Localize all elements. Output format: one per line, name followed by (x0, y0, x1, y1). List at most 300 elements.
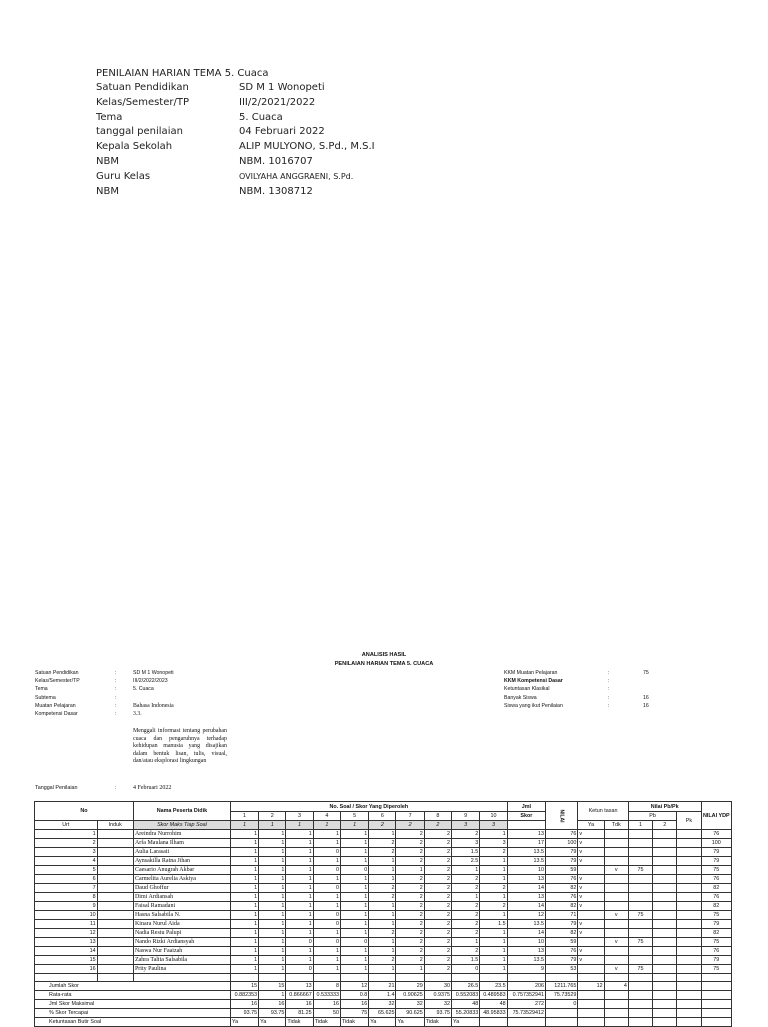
student-score: 1 (480, 893, 507, 902)
summary-value: 50 (313, 1009, 340, 1018)
tanggal-value: 4 Februari 2022 (133, 785, 172, 791)
student-score: 1 (340, 902, 368, 911)
student-score: 2 (369, 848, 396, 857)
student-tuntas-ya (578, 866, 604, 875)
student-tuntas-ya (578, 965, 604, 974)
summary-value: 15 (259, 982, 286, 991)
col-nilai-ydp: NILAI YDP (701, 802, 731, 830)
header-value: OVILYAHA ANGGRAENI, S.Pd. (239, 171, 354, 181)
summary-empty (677, 982, 701, 991)
blank-cell (480, 974, 507, 982)
student-urt: 14 (35, 947, 98, 956)
student-score: 2 (396, 911, 424, 920)
student-induk (97, 911, 133, 920)
student-pb1 (628, 893, 652, 902)
student-score: 1.5 (452, 848, 480, 857)
student-score: 1 (230, 875, 258, 884)
student-score: 2 (396, 956, 424, 965)
student-score: 2 (452, 947, 480, 956)
summary-empty (677, 991, 701, 1000)
header-label: NBM (96, 155, 119, 167)
student-ydp: 76 (701, 947, 731, 956)
student-ydp: 82 (701, 929, 731, 938)
summary-tdk: 4 (604, 982, 628, 991)
tanggal-colon: : (115, 785, 117, 791)
student-urt: 10 (35, 911, 98, 920)
student-score: 2 (396, 839, 424, 848)
col-nama: Nama Peserta Didik (133, 802, 230, 821)
info-colon: : (115, 686, 117, 693)
student-score: 2 (396, 893, 424, 902)
summary-nilai: 1211.765 (546, 982, 578, 991)
student-tuntas-ya: v (578, 956, 604, 965)
kkm-row (504, 694, 649, 702)
student-row (35, 902, 732, 911)
student-pk (677, 893, 701, 902)
student-nilai: 76 (546, 893, 578, 902)
student-score: 1 (259, 839, 286, 848)
student-score: 1 (259, 875, 286, 884)
summary-empty (701, 1009, 731, 1018)
student-score: 1 (259, 947, 286, 956)
summary-value: 23.5 (480, 982, 507, 991)
summary-value: 0.552083 (452, 991, 480, 1000)
kkm-value: 16 (643, 694, 649, 701)
skor-maks-total (507, 821, 545, 830)
student-pk (677, 839, 701, 848)
student-score: 3 (480, 839, 507, 848)
student-induk (97, 830, 133, 839)
student-score: 1 (230, 911, 258, 920)
student-jml: 13.5 (507, 956, 545, 965)
student-score: 1 (480, 866, 507, 875)
student-score: 1 (230, 848, 258, 857)
student-row (35, 920, 732, 929)
student-score: 1 (286, 875, 313, 884)
student-score: 1 (286, 956, 313, 965)
student-score: 1 (452, 866, 480, 875)
col-pb: Pb (628, 812, 676, 821)
summary-value: Ya (230, 1018, 258, 1027)
student-jml: 13 (507, 875, 545, 884)
student-tuntas-ya: v (578, 839, 604, 848)
blank-cell (259, 974, 286, 982)
student-pb1 (628, 857, 652, 866)
student-tuntas-tdk (604, 857, 628, 866)
student-row (35, 857, 732, 866)
summary-value: 29 (396, 982, 424, 991)
student-pk (677, 857, 701, 866)
student-ydp: 75 (701, 866, 731, 875)
student-score: 1 (396, 965, 424, 974)
student-nilai: 79 (546, 857, 578, 866)
summary-empty (653, 982, 677, 991)
student-induk (97, 893, 133, 902)
student-score: 2 (369, 929, 396, 938)
student-jml: 13 (507, 830, 545, 839)
student-score: 1 (259, 929, 286, 938)
soal-number: 4 (313, 812, 340, 821)
student-pk (677, 866, 701, 875)
student-pb1 (628, 956, 652, 965)
student-score: 1 (340, 965, 368, 974)
student-jml: 14 (507, 902, 545, 911)
summary-row (35, 1000, 732, 1009)
student-score: 1 (230, 830, 258, 839)
student-jml: 10 (507, 866, 545, 875)
student-score: 2 (424, 929, 451, 938)
student-score: 0 (313, 911, 340, 920)
student-nilai: 82 (546, 902, 578, 911)
student-score: 1 (340, 848, 368, 857)
student-score: 1 (286, 866, 313, 875)
student-score: 2 (424, 947, 451, 956)
student-induk (97, 902, 133, 911)
summary-empty (701, 1000, 731, 1009)
student-score: 0 (313, 920, 340, 929)
skor-maks-value: 1 (230, 821, 258, 830)
student-score: 1 (259, 911, 286, 920)
summary-row (35, 1009, 732, 1018)
student-name: Nadia Restu Palupi (133, 929, 230, 938)
col-tdk: Tdk (604, 821, 628, 830)
student-score: 0 (340, 938, 368, 947)
student-score: 2 (424, 938, 451, 947)
student-score: 1 (340, 956, 368, 965)
student-score: 1 (313, 902, 340, 911)
student-tuntas-ya: v (578, 848, 604, 857)
student-pk (677, 965, 701, 974)
student-urt: 11 (35, 920, 98, 929)
student-tuntas-tdk (604, 839, 628, 848)
student-tuntas-tdk (604, 929, 628, 938)
student-tuntas-ya: v (578, 929, 604, 938)
student-name: Carmelita Aurelia Askiya (133, 875, 230, 884)
summary-empty (677, 1009, 701, 1018)
summary-value: 0.882353 (230, 991, 258, 1000)
student-nilai: 100 (546, 839, 578, 848)
kkm-info (504, 669, 649, 710)
summary-tdk (604, 1018, 628, 1027)
student-pk (677, 956, 701, 965)
student-score: 1 (230, 866, 258, 875)
student-score: 0 (313, 848, 340, 857)
summary-value: 32 (424, 1000, 451, 1009)
student-pb2 (653, 875, 677, 884)
student-score: 1 (259, 857, 286, 866)
student-nilai: 71 (546, 911, 578, 920)
student-pk (677, 929, 701, 938)
summary-value: 90.625 (396, 1009, 424, 1018)
student-nilai: 59 (546, 938, 578, 947)
summary-value: 93.75 (424, 1009, 451, 1018)
student-ydp: 75 (701, 965, 731, 974)
blank-cell (340, 974, 368, 982)
info-row (35, 710, 174, 718)
student-pk (677, 938, 701, 947)
student-jml: 14 (507, 929, 545, 938)
student-name: Aulia Larasati (133, 848, 230, 857)
student-score: 1 (313, 893, 340, 902)
student-score: 1 (259, 893, 286, 902)
summary-value: 16 (286, 1000, 313, 1009)
summary-value: Tidak (286, 1018, 313, 1027)
header-value: NBM. 1308712 (239, 185, 313, 197)
student-name: Caesario Anugrah Akbar (133, 866, 230, 875)
info-colon: : (115, 670, 117, 676)
header-label: Satuan Pendidikan (96, 82, 189, 93)
student-score: 0 (340, 866, 368, 875)
student-pk (677, 920, 701, 929)
header-value: III/2/2021/2022 (239, 96, 316, 108)
student-row (35, 848, 732, 857)
student-score: 1 (259, 956, 286, 965)
summary-empty (701, 1018, 731, 1027)
student-score: 1 (286, 839, 313, 848)
student-pb2 (653, 965, 677, 974)
kkm-label: Siswa yang ikut Penilaian (504, 702, 563, 709)
summary-empty (653, 1009, 677, 1018)
student-pb1 (628, 902, 652, 911)
summary-value: Tidak (340, 1018, 368, 1027)
summary-value: Tidak (313, 1018, 340, 1027)
identity-info (35, 669, 174, 718)
soal-number: 3 (286, 812, 313, 821)
summary-value: 0.8 (340, 991, 368, 1000)
summary-value: 21 (369, 982, 396, 991)
soal-number: 6 (369, 812, 396, 821)
student-score: 2 (452, 875, 480, 884)
student-nilai: 79 (546, 848, 578, 857)
student-score: 1 (340, 839, 368, 848)
blank-row (35, 974, 732, 982)
summary-value: 32 (396, 1000, 424, 1009)
student-name: Kinara Nurul Aida (133, 920, 230, 929)
student-row (35, 938, 732, 947)
student-nilai: 79 (546, 920, 578, 929)
student-score: 1 (369, 902, 396, 911)
student-pb1 (628, 920, 652, 929)
summary-tdk (604, 1000, 628, 1009)
student-pb1 (628, 884, 652, 893)
summary-empty (701, 982, 731, 991)
summary-value (480, 1018, 507, 1027)
student-jml: 13 (507, 893, 545, 902)
student-pb1 (628, 929, 652, 938)
student-score: 2 (452, 830, 480, 839)
analysis-table (34, 801, 732, 1027)
student-pk (677, 830, 701, 839)
student-urt: 4 (35, 857, 98, 866)
summary-value: Ya (452, 1018, 480, 1027)
student-urt: 3 (35, 848, 98, 857)
summary-label: Jml Skor Maksimal (35, 1000, 231, 1009)
student-score: 1 (340, 947, 368, 956)
student-urt: 16 (35, 965, 98, 974)
student-score: 1 (452, 893, 480, 902)
student-score: 1 (230, 947, 258, 956)
student-row (35, 875, 732, 884)
student-tuntas-tdk (604, 920, 628, 929)
student-tuntas-tdk (604, 893, 628, 902)
header-value: ALIP MULYONO, S.Pd., M.S.I (239, 141, 375, 153)
student-score: 2 (424, 965, 451, 974)
summary-ya (578, 1009, 604, 1018)
summary-value: 81.25 (286, 1009, 313, 1018)
student-score: 2 (424, 857, 451, 866)
student-score: 1 (369, 866, 396, 875)
summary-empty (628, 991, 652, 1000)
summary-value: 75 (340, 1009, 368, 1018)
student-score: 2 (424, 902, 451, 911)
summary-value: 26.5 (452, 982, 480, 991)
student-pb1: 75 (628, 911, 652, 920)
soal-number: 1 (230, 812, 258, 821)
student-row (35, 911, 732, 920)
header-label: Tema (96, 111, 123, 123)
page-header-title: PENILAIAN HARIAN TEMA 5. Cuaca (96, 68, 269, 79)
student-score: 1 (369, 875, 396, 884)
student-name: Naswa Nur Faaizah (133, 947, 230, 956)
student-ydp: 76 (701, 893, 731, 902)
student-score: 2 (424, 884, 451, 893)
student-pb2 (653, 848, 677, 857)
skor-maks-value: 2 (369, 821, 396, 830)
student-score: 0 (313, 866, 340, 875)
student-row (35, 839, 732, 848)
student-score: 2 (396, 875, 424, 884)
skor-maks-value: 1 (313, 821, 340, 830)
student-score: 3 (452, 839, 480, 848)
summary-value: 0.533333 (313, 991, 340, 1000)
student-induk (97, 956, 133, 965)
student-score: 1 (259, 884, 286, 893)
analysis-subtitle: PENILAIAN HARIAN TEMA 5. CUACA (334, 661, 434, 667)
summary-value: 55.20833 (452, 1009, 480, 1018)
student-urt: 9 (35, 902, 98, 911)
kkm-row (504, 677, 649, 685)
skor-maks-value: 2 (396, 821, 424, 830)
kkm-row (504, 685, 649, 693)
student-pb1: 75 (628, 938, 652, 947)
student-score: 1 (313, 857, 340, 866)
summary-empty (653, 1018, 677, 1027)
student-ydp: 75 (701, 911, 731, 920)
header-label: Kepala Sekolah (96, 141, 173, 153)
info-row (35, 685, 174, 693)
student-score: 1 (480, 965, 507, 974)
student-score: 1 (230, 938, 258, 947)
student-ydp: 82 (701, 902, 731, 911)
student-pk (677, 875, 701, 884)
student-score: 1 (369, 830, 396, 839)
student-induk (97, 875, 133, 884)
summary-value: 93.75 (259, 1009, 286, 1018)
header-label: tanggal penilaian (96, 126, 183, 138)
student-jml: 17 (507, 839, 545, 848)
student-score: 1 (259, 866, 286, 875)
student-score: 2 (452, 920, 480, 929)
kkm-colon: : (608, 686, 610, 693)
summary-value: Tidak (424, 1018, 451, 1027)
skor-maks-value: 1 (340, 821, 368, 830)
summary-value: 13 (286, 982, 313, 991)
summary-value: 30 (424, 982, 451, 991)
info-value: Bahasa Indonesia (133, 702, 174, 709)
summary-value: Ya (369, 1018, 396, 1027)
summary-label: Rata-rata (35, 991, 231, 1000)
student-pb2 (653, 929, 677, 938)
student-nilai: 82 (546, 929, 578, 938)
summary-value: 0.9375 (424, 991, 451, 1000)
student-pb2 (653, 857, 677, 866)
summary-jml: 206 (507, 982, 545, 991)
student-pb2 (653, 947, 677, 956)
student-pb1 (628, 830, 652, 839)
summary-value: 48 (452, 1000, 480, 1009)
col-induk: Induk (97, 821, 133, 830)
student-score: 1 (340, 875, 368, 884)
student-score: 2 (396, 884, 424, 893)
blank-cell (507, 974, 545, 982)
student-nilai: 59 (546, 866, 578, 875)
student-score: 2 (396, 938, 424, 947)
info-row (35, 677, 174, 685)
student-pb1 (628, 947, 652, 956)
student-induk (97, 929, 133, 938)
student-score: 2.5 (452, 857, 480, 866)
student-score: 2 (396, 929, 424, 938)
student-nilai: 82 (546, 884, 578, 893)
blank-cell (452, 974, 480, 982)
student-score: 1 (340, 884, 368, 893)
student-pk (677, 902, 701, 911)
header-label: NBM (96, 185, 119, 197)
student-score: 1 (286, 911, 313, 920)
student-name: Arfa Maulana Ilham (133, 839, 230, 848)
header-label: Guru Kelas (96, 170, 151, 182)
soal-number: 7 (396, 812, 424, 821)
student-pb2 (653, 956, 677, 965)
student-score: 1 (230, 920, 258, 929)
student-score: 1 (259, 965, 286, 974)
blank-cell (286, 974, 313, 982)
info-value: 3.3. (133, 710, 142, 717)
student-name: Prity Paulina (133, 965, 230, 974)
kkm-colon: : (608, 694, 610, 701)
student-induk (97, 884, 133, 893)
summary-tdk (604, 1009, 628, 1018)
student-induk (97, 848, 133, 857)
col-jml: Jml (507, 802, 545, 812)
kkm-value: 16 (643, 702, 649, 709)
summary-ya (578, 1018, 604, 1027)
summary-value: 12 (340, 982, 368, 991)
blank-cell (230, 974, 258, 982)
student-score: 2 (452, 911, 480, 920)
student-tuntas-ya (578, 938, 604, 947)
student-score: 1 (369, 911, 396, 920)
student-score: 1 (313, 929, 340, 938)
blank-cell (653, 974, 677, 982)
student-urt: 5 (35, 866, 98, 875)
student-jml: 13.5 (507, 920, 545, 929)
student-score: 1 (313, 830, 340, 839)
summary-value: 0.90625 (396, 991, 424, 1000)
analysis-title: ANALISIS HASIL (361, 652, 407, 658)
student-score: 1 (340, 830, 368, 839)
blank-cell (546, 974, 578, 982)
